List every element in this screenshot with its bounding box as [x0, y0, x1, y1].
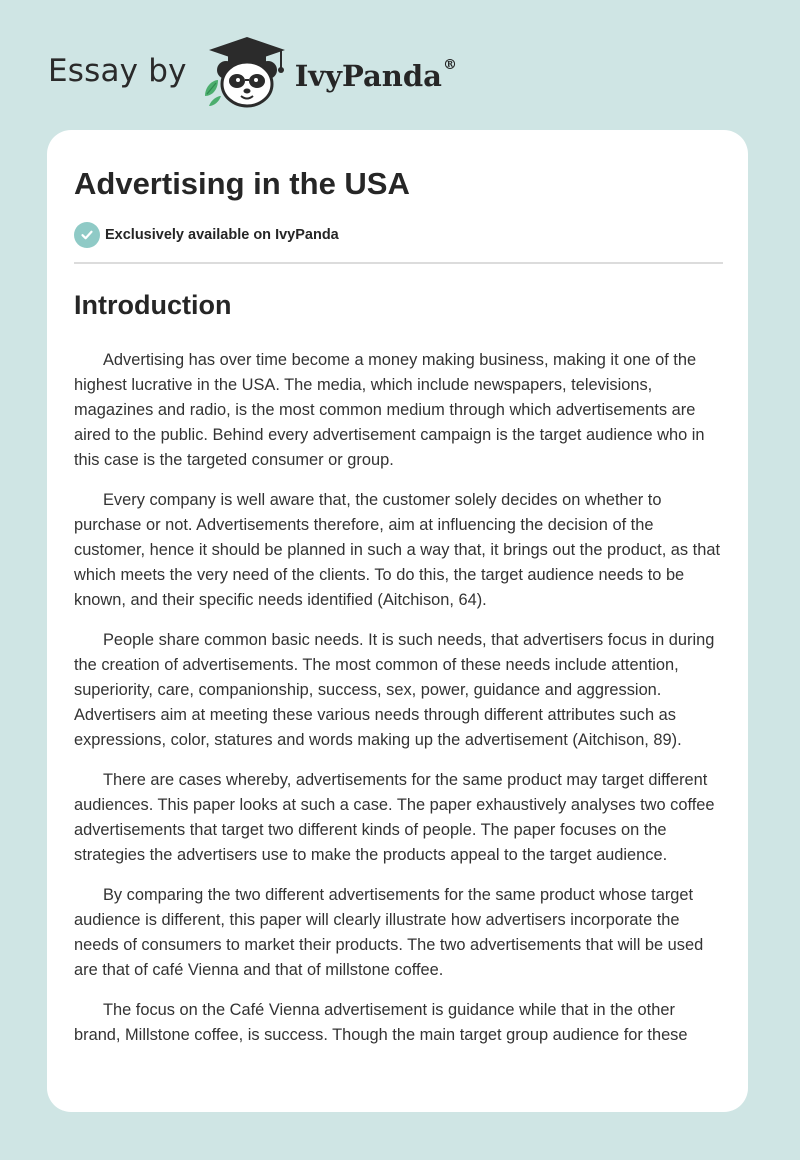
paragraph: By comparing the two different advertisements for the same product whose target audience is different, this paper will clearly illustrate how advertisers incorporate the needs of consumers to market their products. The two advertisements that will be used are that of café Vienna and that of millstone coffee.: [74, 886, 704, 979]
registered-mark: ®: [442, 56, 457, 73]
site-header: [48, 34, 457, 114]
essay-body: [74, 348, 722, 1048]
essay-content: [74, 164, 722, 1063]
paragraph: The focus on the Café Vienna advertisement is guidance while that in the other brand, Millstone coffee, is success. Though the main target group audience for these: [74, 1001, 688, 1044]
exclusive-badge: [74, 222, 722, 248]
essay-title: Advertising in the USA: [74, 166, 410, 201]
paragraph: Every company is well aware that, the customer solely decides on whether to purchase or not. Advertisements therefore, aim at influencing the decision of the customer, hence it should be planned in such a way that, it brings out the product, as that which meets the very need of the clients. To do this, the target audience needs to be known, and their specific needs identified (Aitchison, 64).: [74, 491, 721, 609]
essay-by-label: Essay by: [48, 52, 187, 89]
panda-graduate-icon: [201, 34, 293, 115]
paragraph: Advertising has over time become a money making business, making it one of the highest lucrative in the USA. The media, which include newspapers, televisions, magazines and radio, is the most common medium through which advertisements are aired to the public. Behind every advertisement campaign is the target audience who in this case is the targeted consumer or group.: [74, 351, 705, 469]
brand-name-text: IvyPanda: [294, 58, 442, 93]
brand-name: [294, 56, 457, 93]
paragraph: People share common basic needs. It is such needs, that advertisers focus in during the creation of advertisements. The most common of these needs include attention, superiority, care, companionship, success, sex, power, guidance and aggression. Advertisers aim at meeting these various needs through different attributes such as expressions, color, statures and words making up the advertisement (Aitchison, 89).: [74, 631, 715, 749]
paragraph: There are cases whereby, advertisements for the same product may target different audiences. This paper looks at such a case. The paper exhaustively analyses two coffee advertisements that target two different kinds of people. The paper focuses on the strategies the advertisers use to make the products appeal to the target audience.: [74, 771, 715, 864]
essay-card: [47, 130, 748, 1112]
check-circle-icon: [74, 222, 100, 248]
section-heading-introduction: Introduction: [74, 290, 232, 320]
exclusive-badge-text: Exclusively available on IvyPanda: [105, 227, 339, 243]
ivypanda-logo-link[interactable]: [201, 34, 457, 115]
title-divider: [74, 262, 723, 264]
